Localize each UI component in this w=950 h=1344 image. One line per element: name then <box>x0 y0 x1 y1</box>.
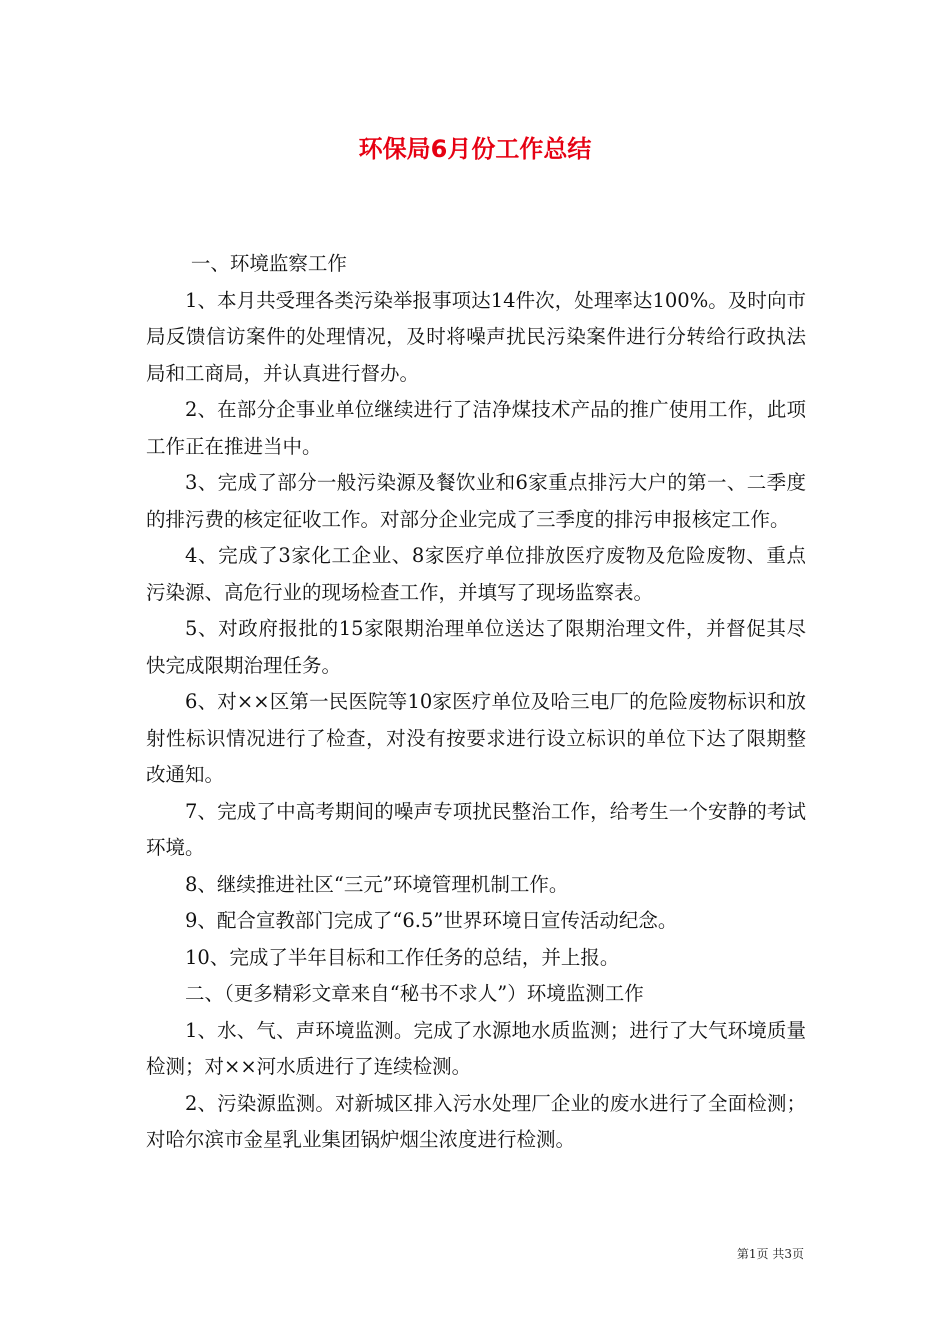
paragraph-1-4: 4、完成了3家化工企业、8家医疗单位排放医疗废物及危险废物、重点污染源、高危行业的现场检查工作，并填写了现场监察表。 <box>146 544 806 604</box>
page-number: 第1页 共3页 <box>736 1247 804 1261</box>
paragraph-1-8: 8、继续推进社区“三元”环境管理机制工作。 <box>185 872 569 896</box>
section-heading-2: 二、（更多精彩文章来自“秘书不求人”）环境监测工作 <box>185 982 644 1005</box>
paragraph-2-2: 2、污染源监测。对新城区排入污水处理厂企业的废水进行了全面检测；对哈尔滨市金星乳业集团锅炉烟尘浓度进行检测。 <box>146 1091 806 1151</box>
paragraph-2-1: 1、水、气、声环境监测。完成了水源地水质监测；进行了大气环境质量检测；对××河水质进行了连续检测。 <box>146 1018 806 1078</box>
paragraph-1-5: 5、对政府报批的15家限期治理单位送达了限期治理文件，并督促其尽快完成限期治理任务。 <box>146 617 806 677</box>
paragraph-1-7: 7、完成了中高考期间的噪声专项扰民整治工作，给考生一个安静的考试环境。 <box>146 799 806 859</box>
paragraph-1-2: 2、在部分企事业单位继续进行了洁净煤技术产品的推广使用工作，此项工作正在推进当中。 <box>146 398 806 458</box>
paragraph-1-6: 6、对××区第一民医院等10家医疗单位及哈三电厂的危险废物标识和放射性标识情况进行了检查，对没有按要求进行设立标识的单位下达了限期整改通知。 <box>146 690 806 786</box>
paragraph-1-1: 1、本月共受理各类污染举报事项达14件次，处理率达100%。及时向市局反馈信访案件的处理情况，及时将噪声扰民污染案件进行分转给行政执法局和工商局，并认真进行督办。 <box>146 288 806 385</box>
document-body <box>146 246 806 1159</box>
paragraph-1-10: 10、完成了半年目标和工作任务的总结，并上报。 <box>185 945 620 969</box>
paragraph-1-3: 3、完成了部分一般污染源及餐饮业和6家重点排污大户的第一、二季度的排污费的核定征收工作。对部分企业完成了三季度的排污申报核定工作。 <box>146 471 806 531</box>
page-title: 环保局6月份工作总结 <box>358 135 592 163</box>
section-heading-1: 一、环境监察工作 <box>190 252 347 275</box>
paragraph-1-9: 9、配合宣教部门完成了“6.5”世界环境日宣传活动纪念。 <box>185 909 678 932</box>
